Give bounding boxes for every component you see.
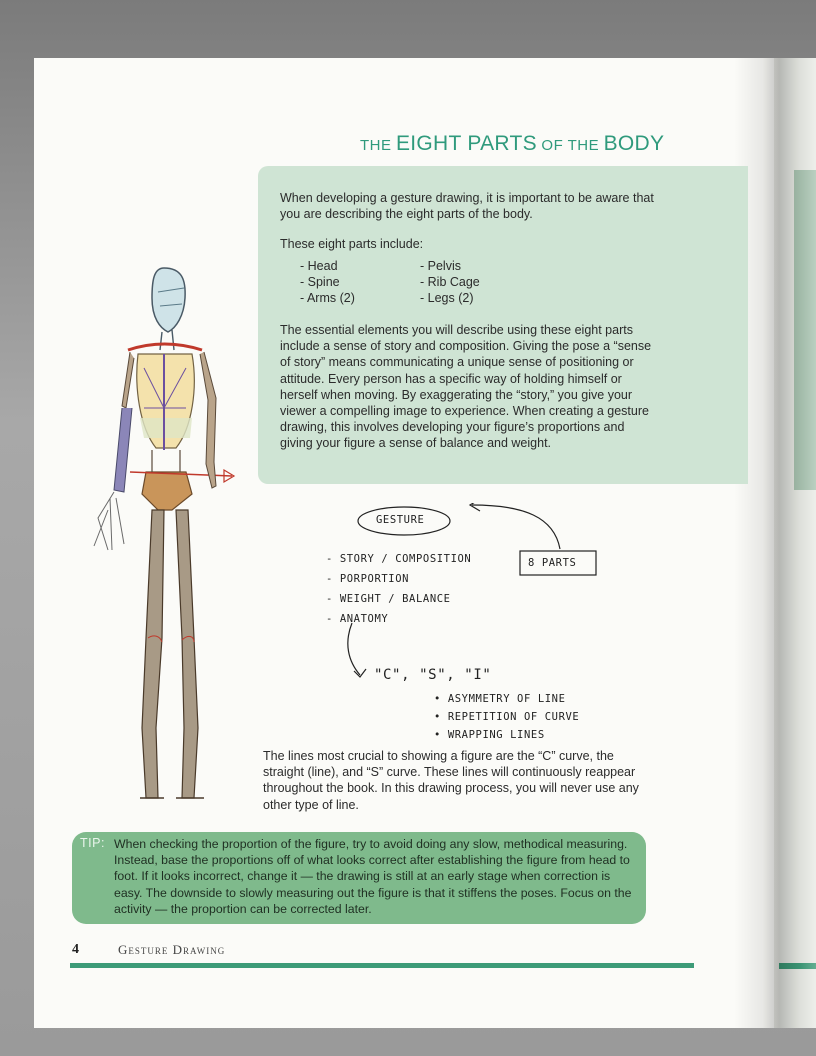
list-item: - Rib Cage xyxy=(420,275,480,289)
tip-text: When checking the proportion of the figure, try to avoid doing any slow, methodical measuring. Instead, base the proportions off of what looks correct after establishing the figure from head to foot. If it looks incorrect, change it — the drawing is still at an early stage when correction is easy. The downside to slowly measuring out the figure is that it stiffens the poses. Focus on the activity — the proportion can be corrected later. xyxy=(114,837,632,916)
gesture-note: GESTURE xyxy=(376,514,425,526)
mannequin-figure-illustration xyxy=(64,258,264,818)
note-bullet: • REPETITION OF CURVE xyxy=(434,711,580,723)
footer-rule xyxy=(70,963,694,968)
note-item: - WEIGHT / BALANCE xyxy=(326,593,451,605)
handwritten-notes xyxy=(314,503,634,743)
note-bullet: • ASYMMETRY OF LINE xyxy=(434,693,566,705)
intro-paragraph: When developing a gesture drawing, it is important to be aware that you are describing the eight parts of the body. xyxy=(280,191,654,222)
tip-label: TIP: xyxy=(80,836,105,850)
parts-list-right xyxy=(420,258,480,306)
list-item: - Pelvis xyxy=(420,259,461,273)
running-head: Gesture Drawing xyxy=(118,942,226,957)
list-item: - Arms (2) xyxy=(300,291,355,305)
story-paragraph: The essential elements you will describe using these eight parts include a sense of story and composition. Giving the pose a “sense of story” means communicating a unique sense of positioning or attitude. Every person has a specific way of holding himself or herself when moving. By exaggerating the “story,” you give your viewer a compelling image to experience. When creating a gesture drawing, this involves developing your figure’s proportions and giving your figure a sense of balance and weight. xyxy=(280,323,652,451)
list-intro: These eight parts include: xyxy=(280,237,424,251)
page-title xyxy=(360,132,665,156)
note-item: - PORPORTION xyxy=(326,573,410,585)
note-item: - ANATOMY xyxy=(326,613,389,625)
lines-paragraph: The lines most crucial to showing a figure are the “C” curve, the straight (line), and “S” curve. These lines will continuously reappear throughout the book. In this drawing process, you will never use any other type of line. xyxy=(263,749,639,812)
note-bullet: • WRAPPING LINES xyxy=(434,729,545,741)
note-item: - STORY / COMPOSITION xyxy=(326,553,472,565)
list-item: - Head xyxy=(300,259,338,273)
title-of-the: OF THE xyxy=(541,137,600,154)
book-page xyxy=(34,58,816,1028)
parts-list-left xyxy=(300,258,355,306)
eight-parts-note: 8 PARTS xyxy=(528,557,577,569)
title-end: BODY xyxy=(603,132,665,155)
title-main: EIGHT PARTS xyxy=(395,132,537,155)
title-the: THE xyxy=(360,137,392,154)
list-item: - Spine xyxy=(300,275,340,289)
page-number: 4 xyxy=(72,942,79,957)
curves-note: "C", "S", "I" xyxy=(374,667,492,683)
list-item: - Legs (2) xyxy=(420,291,474,305)
